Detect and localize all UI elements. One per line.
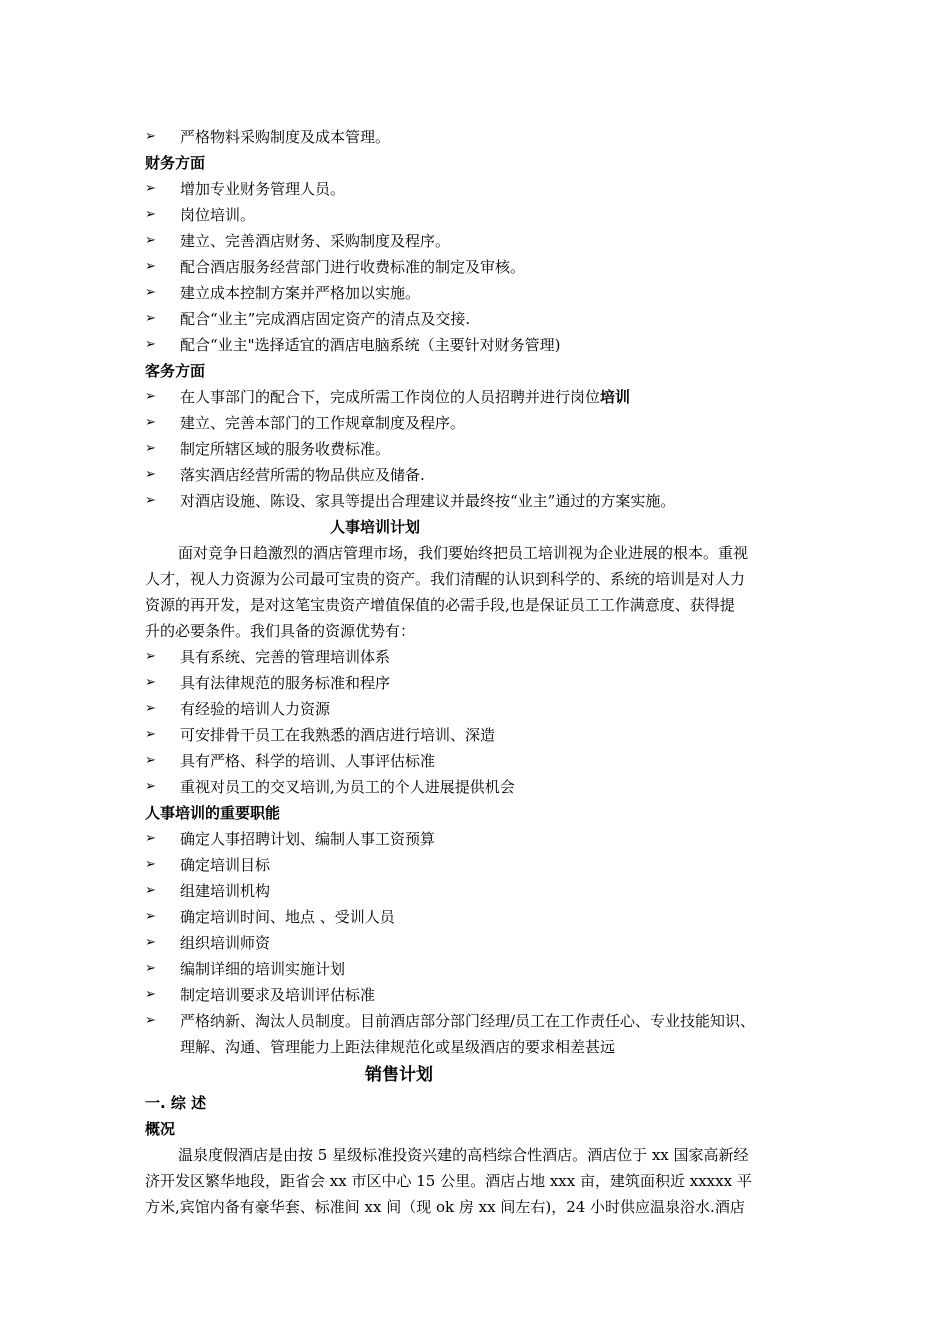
sales-section-heading: 一. 综 述 — [145, 1094, 207, 1112]
arrow-bullet-icon: ➢ — [145, 233, 156, 248]
arrow-bullet-icon: ➢ — [145, 831, 156, 846]
list-item: ➢ 具有法律规范的服务标准和程序 — [145, 670, 845, 696]
list-item: ➢ 重视对员工的交叉培训,为员工的个人进展提供机会 — [145, 774, 845, 800]
finance-list — [145, 176, 845, 358]
arrow-bullet-icon: ➢ — [145, 337, 156, 352]
list-item: ➢ 确定培训目标 — [145, 852, 845, 878]
list-item: ➢ 可安排骨干员工在我熟悉的酒店进行培训、深造 — [145, 722, 845, 748]
arrow-bullet-icon: ➢ — [145, 415, 156, 430]
arrow-bullet-icon: ➢ — [145, 493, 156, 508]
list-item: ➢ 具有系统、完善的管理培训体系 — [145, 644, 845, 670]
list-item: ➢ 组建培训机构 — [145, 878, 845, 904]
arrow-bullet-icon: ➢ — [145, 311, 156, 326]
arrow-bullet-icon: ➢ — [145, 389, 156, 404]
hr-plan-title: 人事培训计划 — [330, 518, 421, 536]
list-item: ➢ 对酒店设施、陈设、家具等提出合理建议并最终按“业主”通过的方案实施。 — [145, 488, 845, 514]
arrow-bullet-icon: ➢ — [145, 701, 156, 716]
list-item: ➢ 建立、完善酒店财务、采购制度及程序。 — [145, 228, 845, 254]
list-item: ➢ 确定人事招聘计划、编制人事工资预算 — [145, 826, 845, 852]
hr-advantages-list — [145, 644, 845, 800]
section-heading-guest: 客务方面 — [145, 362, 206, 380]
list-item: ➢ 有经验的培训人力资源 — [145, 696, 845, 722]
arrow-bullet-icon: ➢ — [145, 987, 156, 1002]
arrow-bullet-icon: ➢ — [145, 181, 156, 196]
arrow-bullet-icon: ➢ — [145, 467, 156, 482]
arrow-bullet-icon: ➢ — [145, 753, 156, 768]
hr-plan-paragraph: 面对竞争日趋激烈的酒店管理市场，我们要始终把员工培训视为企业进展的根本。重视 人才，视人力资源为公司最可宝贵的资产。我们清醒的认识到科学的、系统的培训是对人力 资源的再开发，是对这笔宝贵资产增值保值的必需手段,也是保证员工工作满意度、获得提 升的必要条件。我们具备的资源优势有： — [145, 544, 749, 640]
guest-list — [145, 384, 845, 514]
arrow-bullet-icon: ➢ — [145, 1013, 156, 1028]
arrow-bullet-icon: ➢ — [145, 779, 156, 794]
arrow-bullet-icon: ➢ — [145, 935, 156, 950]
arrow-bullet-icon: ➢ — [145, 207, 156, 222]
arrow-bullet-icon: ➢ — [145, 675, 156, 690]
arrow-bullet-icon: ➢ — [145, 285, 156, 300]
arrow-bullet-icon: ➢ — [145, 909, 156, 924]
list-item: ➢ 制定所辖区域的服务收费标准。 — [145, 436, 845, 462]
arrow-bullet-icon: ➢ — [145, 441, 156, 456]
arrow-bullet-icon: ➢ — [145, 857, 156, 872]
sales-subheading: 概况 — [145, 1120, 176, 1138]
arrow-bullet-icon: ➢ — [145, 727, 156, 742]
arrow-bullet-icon: ➢ — [145, 129, 156, 144]
arrow-bullet-icon: ➢ — [145, 259, 156, 274]
document-content — [145, 124, 845, 1220]
list-item: ➢ 建立、完善本部门的工作规章制度及程序。 — [145, 410, 845, 436]
list-item: ➢ 确定培训时间、地点 、受训人员 — [145, 904, 845, 930]
list-item: ➢ 增加专业财务管理人员。 — [145, 176, 845, 202]
arrow-bullet-icon: ➢ — [145, 961, 156, 976]
list-item: ➢ 配合酒店服务经营部门进行收费标准的制定及审核。 — [145, 254, 845, 280]
hr-functions-list — [145, 826, 845, 1060]
list-item: ➢ 配合“业主"选择适宜的酒店电脑系统（主要针对财务管理) — [145, 332, 845, 358]
list-item: ➢ 岗位培训。 — [145, 202, 845, 228]
sales-plan-title: 销售计划 — [365, 1065, 433, 1085]
arrow-bullet-icon: ➢ — [145, 649, 156, 664]
list-item: ➢ 制定培训要求及培训评估标准 — [145, 982, 845, 1008]
sales-overview-paragraph: 温泉度假酒店是由按 5 星级标准投资兴建的高档综合性酒店。酒店位于 xx 国家高新经 济开发区繁华地段，距省会 xx 市区中心 15 公里。酒店占地 xxx 亩，建筑面积近 xxxxx 平 方米,宾馆内备有豪华套、标准间 xx 间（现 ok 房 xx 间左右)，24 小时供应温泉浴水.酒店 — [145, 1146, 752, 1216]
list-item: ➢ 在人事部门的配合下，完成所需工作岗位的人员招聘并进行岗位培训 — [145, 384, 845, 410]
list-item: ➢ 组织培训师资 — [145, 930, 845, 956]
list-item: ➢ 严格纳新、淘汰人员制度。目前酒店部分部门经理/员工在工作责任心、专业技能知识、 理解、沟通、管理能力上距法律规范化或星级酒店的要求相差甚远 — [145, 1008, 845, 1060]
list-item: ➢ 配合“业主”完成酒店固定资产的清点及交接. — [145, 306, 845, 332]
list-item: ➢ 具有严格、科学的培训、人事评估标准 — [145, 748, 845, 774]
list-item: ➢ 编制详细的培训实施计划 — [145, 956, 845, 982]
arrow-bullet-icon: ➢ — [145, 883, 156, 898]
list-item: ➢ 建立成本控制方案并严格加以实施。 — [145, 280, 845, 306]
section-heading-finance: 财务方面 — [145, 154, 206, 172]
section-heading-hr-functions: 人事培训的重要职能 — [145, 804, 281, 822]
list-item: ➢ 落实酒店经营所需的物品供应及储备. — [145, 462, 845, 488]
list-item: ➢ 严格物料采购制度及成本管理。 — [145, 124, 845, 150]
